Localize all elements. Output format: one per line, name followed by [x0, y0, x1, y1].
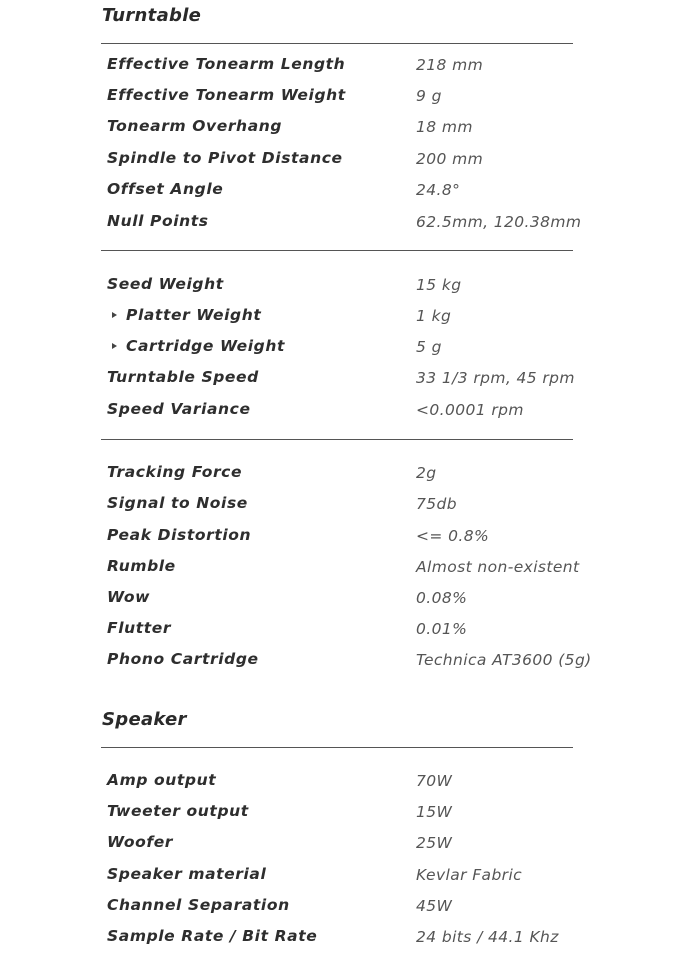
- spec-value: 2g: [416, 464, 437, 482]
- section-divider: [101, 747, 573, 748]
- spec-row-null-points: [107, 212, 607, 236]
- spec-row-cartridge-weight: [107, 337, 607, 361]
- triangle-bullet-icon: [112, 312, 117, 318]
- spec-label: Wow: [107, 588, 151, 606]
- spec-row-rumble: [107, 557, 607, 581]
- spec-row-turntable-speed: [107, 368, 607, 392]
- spec-label: Speaker material: [107, 865, 267, 883]
- spec-value: 15 kg: [416, 276, 462, 294]
- spec-row-amp-output: [107, 771, 607, 795]
- spec-value: <0.0001 rpm: [416, 401, 524, 419]
- spec-label: Seed Weight: [107, 275, 224, 293]
- spec-value: 24.8°: [416, 181, 461, 199]
- spec-label: Effective Tonearm Weight: [107, 86, 346, 104]
- spec-value: 25W: [416, 834, 453, 852]
- spec-value: 33 1/3 rpm, 45 rpm: [416, 369, 575, 387]
- spec-value: 9 g: [416, 87, 442, 105]
- section-divider: [101, 43, 573, 44]
- section-divider: [101, 439, 573, 440]
- spec-value: 62.5mm, 120.38mm: [416, 213, 582, 231]
- spec-value: 0.01%: [416, 620, 468, 638]
- spec-value: Kevlar Fabric: [416, 866, 523, 884]
- spec-value: 1 kg: [416, 307, 452, 325]
- spec-label: Flutter: [107, 619, 172, 637]
- spec-sublabel: [112, 337, 285, 355]
- spec-value: Technica AT3600 (5g): [416, 651, 592, 669]
- spec-label: Null Points: [107, 212, 209, 230]
- spec-sublabel: [112, 306, 261, 324]
- spec-value: 5 g: [416, 338, 442, 356]
- triangle-bullet-icon: [112, 343, 117, 349]
- section-divider: [101, 250, 573, 251]
- spec-label: Woofer: [107, 833, 174, 851]
- spec-value: 0.08%: [416, 589, 468, 607]
- spec-label: Effective Tonearm Length: [107, 55, 346, 73]
- spec-value: 24 bits / 44.1 Khz: [416, 928, 559, 946]
- spec-row-flutter: [107, 619, 607, 643]
- spec-row-tweeter-output: [107, 802, 607, 826]
- spec-row-tracking-force: [107, 463, 607, 487]
- spec-row-spindle-to-pivot-distance: [107, 149, 607, 173]
- spec-value: Almost non-existent: [416, 558, 580, 576]
- spec-label: Channel Separation: [107, 896, 290, 914]
- spec-row-platter-weight: [107, 306, 607, 330]
- spec-row-effective-tonearm-weight: [107, 86, 607, 110]
- spec-row-peak-distortion: [107, 526, 607, 550]
- spec-value: 15W: [416, 803, 453, 821]
- spec-label: Tracking Force: [107, 463, 243, 481]
- spec-value: 70W: [416, 772, 453, 790]
- spec-label: Spindle to Pivot Distance: [107, 149, 343, 167]
- spec-row-tonearm-overhang: [107, 117, 607, 141]
- spec-label: Peak Distortion: [107, 526, 252, 544]
- spec-row-woofer: [107, 833, 607, 857]
- spec-value: 75db: [416, 495, 458, 513]
- spec-label: Turntable Speed: [107, 368, 259, 386]
- spec-label: Tweeter output: [107, 802, 249, 820]
- spec-row-signal-to-noise: [107, 494, 607, 518]
- speaker-section-title: Speaker: [102, 709, 187, 730]
- spec-row-seed-weight: [107, 275, 607, 299]
- spec-label: Tonearm Overhang: [107, 117, 283, 135]
- spec-label: Amp output: [107, 771, 217, 789]
- spec-row-wow: [107, 588, 607, 612]
- spec-value: 218 mm: [416, 56, 484, 74]
- spec-label: Speed Variance: [107, 400, 251, 418]
- spec-label: Phono Cartridge: [107, 650, 259, 668]
- spec-value: 200 mm: [416, 150, 484, 168]
- spec-value: 45W: [416, 897, 453, 915]
- spec-label-text: Cartridge Weight: [126, 337, 286, 355]
- spec-row-speed-variance: [107, 400, 607, 424]
- spec-value: <= 0.8%: [416, 527, 490, 545]
- spec-row-phono-cartridge: [107, 650, 607, 674]
- spec-label-text: Platter Weight: [126, 306, 262, 324]
- spec-label: Offset Angle: [107, 180, 224, 198]
- spec-label: Sample Rate / Bit Rate: [107, 927, 318, 945]
- spec-value: 18 mm: [416, 118, 473, 136]
- spec-row-offset-angle: [107, 180, 607, 204]
- spec-label: Signal to Noise: [107, 494, 248, 512]
- spec-label: Rumble: [107, 557, 176, 575]
- turntable-section-title: Turntable: [102, 5, 202, 26]
- spec-row-channel-separation: [107, 896, 607, 920]
- spec-row-effective-tonearm-length: [107, 55, 607, 79]
- spec-row-sample-rate-bit-rate: [107, 927, 607, 951]
- spec-row-speaker-material: [107, 865, 607, 889]
